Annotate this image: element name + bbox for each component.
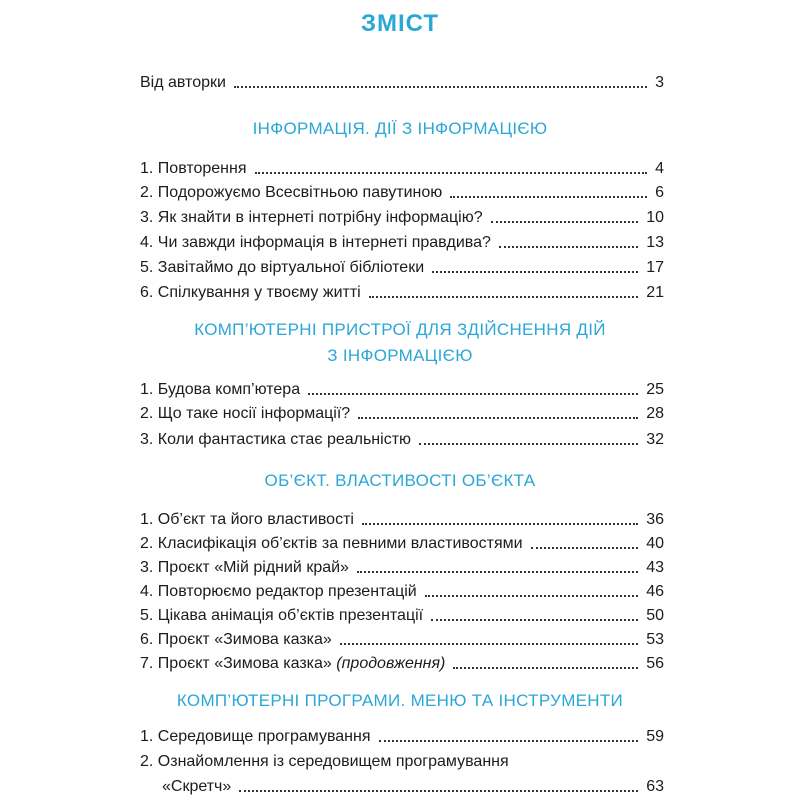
toc-entry-title: 2. Ознайомлення із середовищем програмування bbox=[140, 753, 509, 770]
toc-entry-page: 63 bbox=[646, 778, 664, 795]
toc-entry-text: 3. Проєкт «Мій рідний край» bbox=[140, 559, 349, 576]
toc-entry-title bbox=[140, 654, 445, 674]
section-heading bbox=[130, 468, 670, 494]
dot-leader bbox=[431, 619, 638, 621]
toc-entry-title bbox=[140, 283, 361, 303]
dot-leader bbox=[369, 296, 638, 298]
toc-entry[interactable] bbox=[140, 378, 664, 400]
toc-entry[interactable] bbox=[140, 231, 664, 253]
toc-entry-title bbox=[140, 233, 491, 253]
toc-entry-text: 3. Коли фантастика стає реальністю bbox=[140, 431, 412, 448]
section-heading-line: КОМП’ЮТЕРНІ ПРОГРАМИ. МЕНЮ ТА ІНСТРУМЕНТИ bbox=[176, 691, 624, 710]
toc-entry[interactable] bbox=[140, 508, 664, 530]
toc-entry[interactable] bbox=[140, 628, 664, 650]
toc-entry-page: 46 bbox=[646, 583, 664, 600]
toc-entry-text: 1. Будова комп’ютера bbox=[140, 381, 301, 398]
toc-entry-title bbox=[140, 510, 354, 530]
toc-entry-title bbox=[140, 208, 483, 228]
toc-entry-title bbox=[140, 430, 411, 450]
toc-entry-text: 2. Подорожуємо Всесвітньою павутиною bbox=[140, 184, 443, 201]
dot-leader bbox=[419, 443, 638, 445]
section-heading-line: ОБ’ЄКТ. ВЛАСТИВОСТІ ОБ’ЄКТА bbox=[264, 471, 536, 490]
toc-entry[interactable] bbox=[140, 725, 664, 747]
toc-entry-text: 1. Повторення bbox=[140, 160, 247, 177]
toc-entry-text: Від авторки bbox=[140, 74, 226, 91]
toc-entry[interactable] bbox=[140, 402, 664, 424]
toc-entry-text: 6. Проєкт «Зимова казка» bbox=[140, 631, 332, 648]
toc-entry[interactable] bbox=[140, 71, 664, 93]
dot-leader bbox=[499, 246, 638, 248]
toc-entry-title bbox=[162, 777, 231, 797]
toc-entry-text: 4. Повторюємо редактор презентацій bbox=[140, 583, 417, 600]
toc-entry-text: 5. Завітаймо до віртуальної бібліотеки bbox=[140, 259, 425, 276]
dot-leader bbox=[450, 196, 647, 198]
toc-entry[interactable] bbox=[140, 256, 664, 278]
section-heading-line: З ІНФОРМАЦІЄЮ bbox=[327, 346, 473, 365]
toc-entry-text: 2. Класифікація об’єктів за певними властивостями bbox=[140, 535, 523, 552]
toc-entry-page: 21 bbox=[646, 284, 664, 301]
dot-leader bbox=[531, 547, 639, 549]
toc-entry-text: 1. Середовище програмування bbox=[140, 728, 371, 745]
toc-entry-title bbox=[140, 258, 424, 278]
toc-entry-title bbox=[140, 404, 350, 424]
toc-entry[interactable] bbox=[140, 281, 664, 303]
dot-leader bbox=[362, 523, 638, 525]
dot-leader bbox=[432, 271, 638, 273]
toc-entry-page: 4 bbox=[655, 160, 664, 177]
toc-entry[interactable] bbox=[140, 580, 664, 602]
dot-leader bbox=[357, 571, 638, 573]
section-heading-line: ІНФОРМАЦІЯ. ДІЇ З ІНФОРМАЦІЄЮ bbox=[252, 119, 548, 138]
toc-entry-title bbox=[140, 727, 371, 747]
toc-entry-text: 6. Спілкування у твоєму житті bbox=[140, 284, 361, 301]
toc-entry-page: 59 bbox=[646, 728, 664, 745]
toc-entry-page: 40 bbox=[646, 535, 664, 552]
dot-leader bbox=[358, 417, 638, 419]
toc-entry[interactable] bbox=[140, 181, 664, 203]
toc-entry-page: 50 bbox=[646, 607, 664, 624]
toc-entry-page: 25 bbox=[646, 381, 664, 398]
toc-entry[interactable] bbox=[162, 775, 664, 797]
toc-entry-text: 5. Цікава анімація об’єктів презентації bbox=[140, 607, 424, 624]
toc-entry[interactable] bbox=[140, 157, 664, 179]
toc-entry-page: 17 bbox=[646, 259, 664, 276]
toc-entry[interactable] bbox=[140, 206, 664, 228]
toc-entry-page: 53 bbox=[646, 631, 664, 648]
dot-leader bbox=[379, 740, 639, 742]
toc-entry[interactable] bbox=[140, 556, 664, 578]
toc-entry-page: 56 bbox=[646, 655, 664, 672]
toc-entry-text: 4. Чи завжди інформація в інтернеті правдива? bbox=[140, 234, 491, 251]
toc-entry-title bbox=[140, 606, 423, 626]
dot-leader bbox=[453, 667, 638, 669]
toc-entry-page: 36 bbox=[646, 511, 664, 528]
dot-leader bbox=[255, 172, 648, 174]
toc-entry-title bbox=[140, 582, 417, 602]
toc-entry-text: 3. Як знайти в інтернеті потрібну інформацію? bbox=[140, 209, 483, 226]
toc-entry-title bbox=[140, 380, 300, 400]
dot-leader bbox=[425, 595, 638, 597]
toc-entry-page: 28 bbox=[646, 405, 664, 422]
toc-entry-title bbox=[140, 534, 523, 554]
toc-entry-page: 6 bbox=[655, 184, 664, 201]
toc-entry-page: 13 bbox=[646, 234, 664, 251]
section-heading bbox=[130, 116, 670, 142]
section-heading bbox=[130, 317, 670, 369]
dot-leader bbox=[340, 643, 638, 645]
toc-entry-title bbox=[140, 183, 442, 203]
toc-entry-title bbox=[140, 159, 247, 179]
toc-entry-page: 3 bbox=[655, 74, 664, 91]
toc-entry-page: 10 bbox=[646, 209, 664, 226]
section-heading bbox=[130, 688, 670, 714]
toc-entry[interactable] bbox=[140, 604, 664, 626]
toc-entry-text: 2. Що таке носії інформації? bbox=[140, 405, 351, 422]
section-heading-line: КОМП’ЮТЕРНІ ПРИСТРОЇ ДЛЯ ЗДІЙСНЕННЯ ДІЙ bbox=[194, 320, 606, 339]
toc-entry-text: 1. Об’єкт та його властивості bbox=[140, 511, 354, 528]
dot-leader bbox=[239, 790, 638, 792]
toc-entry[interactable] bbox=[140, 652, 664, 674]
toc-entry-text: 7. Проєкт «Зимова казка» bbox=[140, 655, 332, 672]
toc-entry-title bbox=[140, 73, 226, 93]
page-title: ЗМІСТ bbox=[360, 10, 440, 37]
toc-entry[interactable] bbox=[140, 428, 664, 450]
toc-entry-page: 32 bbox=[646, 431, 664, 448]
dot-leader bbox=[491, 221, 639, 223]
dot-leader bbox=[234, 86, 647, 88]
toc-entry-title bbox=[140, 630, 332, 650]
toc-entry-title bbox=[140, 558, 349, 578]
toc-entry-note: (продовження) bbox=[336, 655, 446, 672]
dot-leader bbox=[308, 393, 638, 395]
toc-entry[interactable] bbox=[140, 532, 664, 554]
toc-entry-text: «Скретч» bbox=[162, 778, 232, 795]
toc-entry-page: 43 bbox=[646, 559, 664, 576]
